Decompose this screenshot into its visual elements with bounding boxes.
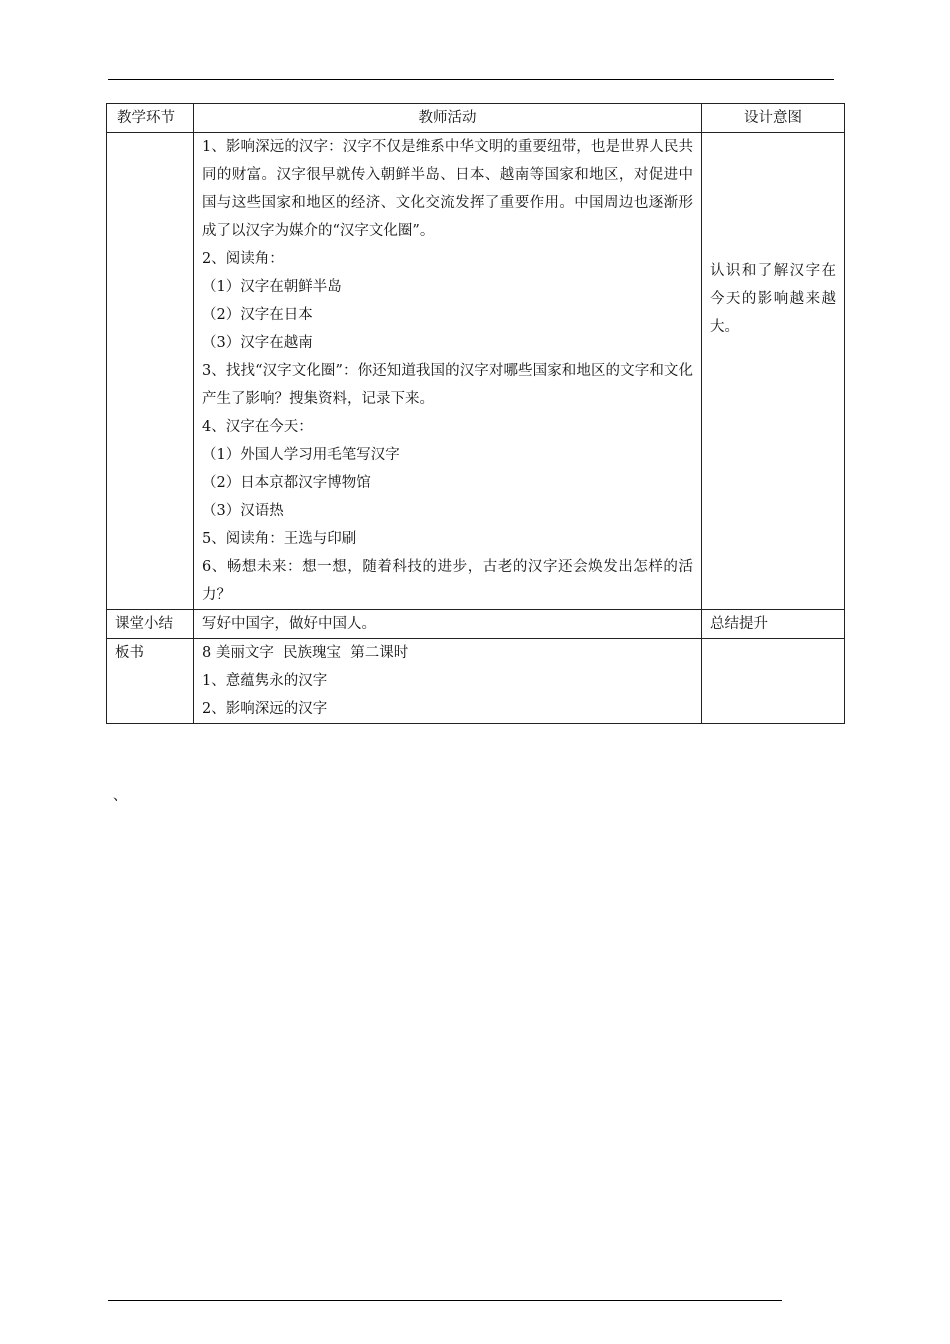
stray-mark: 、 [113,788,127,804]
summary-row [107,610,845,639]
summary-section-cell: 课堂小结 [107,610,194,639]
header-design-intent: 设计意图 [702,104,845,133]
board-intent-cell [702,639,845,724]
activity-item: 5、阅读角：王选与印刷 [202,531,357,547]
board-line: 2、影响深远的汉字 [202,701,328,717]
activity-item: （1）汉字在朝鲜半岛 [202,279,342,295]
board-section-cell: 板书 [107,639,194,724]
activity-item: 2、阅读角： [202,251,284,267]
activity-item: （2）汉字在日本 [202,307,313,323]
lesson-plan-table [106,103,845,724]
summary-intent-cell: 总结提升 [702,610,845,639]
table-row [107,133,845,610]
intent-cell: 认识和了解汉字在今天的影响越来越大。 [702,133,845,610]
board-line: 8 美丽文字 民族瑰宝 第二课时 [202,645,409,661]
activity-item: 4、汉字在今天： [202,419,313,435]
board-line: 1、意蕴隽永的汉字 [202,673,328,689]
activity-item: （3）汉语热 [202,503,284,519]
header-rule [108,79,834,80]
activity-item: （3）汉字在越南 [202,335,313,351]
board-row [107,639,845,724]
activity-item: 6、畅想未来：想一想，随着科技的进步，古老的汉字还会焕发出怎样的活力？ [202,559,693,603]
board-content-cell [194,639,702,724]
activity-item: （1）外国人学习用毛笔写汉字 [202,447,400,463]
activity-item: 3、找找“汉字文化圈”：你还知道我国的汉字对哪些国家和地区的文字和文化产生了影响？搜集资料，记录下来。 [202,363,693,407]
footer-rule [108,1300,782,1301]
section-cell [107,133,194,610]
activity-item: 1、影响深远的汉字：汉字不仅是维系中华文明的重要纽带，也是世界人民共同的财富。汉字很早就传入朝鲜半岛、日本、越南等国家和地区，对促进中国与这些国家和地区的经济、文化交流发挥了重要作用。中国周边也逐渐形成了以汉字为媒介的“汉字文化圈”。 [202,139,693,239]
header-section: 教学环节 [107,104,194,133]
activity-cell [194,133,702,610]
summary-activity-cell: 写好中国字，做好中国人。 [194,610,702,639]
header-teacher-activity: 教师活动 [194,104,702,133]
table-header-row [107,104,845,133]
activity-item: （2）日本京都汉字博物馆 [202,475,371,491]
